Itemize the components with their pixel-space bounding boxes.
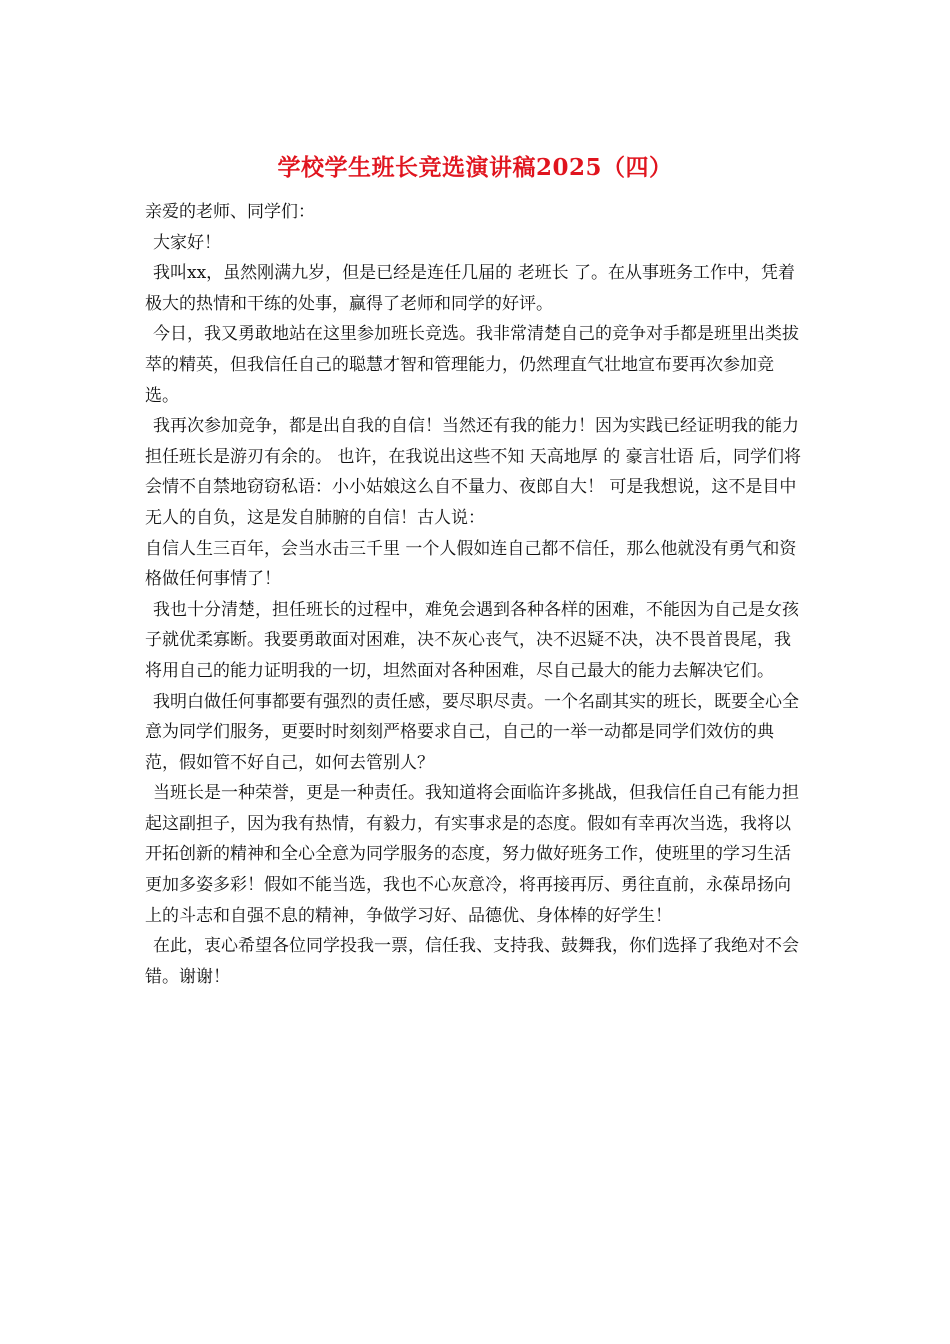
salutation: 亲爱的老师、同学们： bbox=[145, 202, 315, 222]
paragraph-closing: 在此，衷心希望各位同学投我一票，信任我、支持我、鼓舞我，你们选择了我绝对不会错。谢谢！ bbox=[145, 936, 799, 987]
paragraph-introduction: 我叫xx，虽然刚满九岁，但是已经是连任几届的 老班长 了。在从事班务工作中，凭着极大的热情和干练的处事，赢得了老师和同学的好评。 bbox=[145, 263, 795, 314]
paragraph-confidence: 我再次参加竞争，都是出自我的自信！当然还有我的能力！因为实践已经证明我的能力担任班长是游刃有余的。 也许，在我说出这些不知 天高地厚 的 豪言壮语 后，同学们将会情不自禁地窃窃私语：小小姑娘这么自不量力、夜郎自大！ 可是我想说，这不是目中无人的自负，这是发自肺腑的自信！古人说： bbox=[145, 416, 802, 528]
paragraph-greeting: 大家好！ bbox=[153, 232, 221, 253]
paragraph-honor: 当班长是一种荣誉，更是一种责任。我知道将会面临许多挑战，但我信任自己有能力担起这副担子，因为我有热情，有毅力，有实事求是的态度。假如有幸再次当选，我将以开拓创新的精神和全心全意为同学服务的态度，努力做好班务工作，使班里的学习生活更加多姿多彩！假如不能当选，我也不心灰意冷，将再接再厉、勇往直前，永葆昂扬向上的斗志和自强不息的精神，争做学习好、品德优、身体棒的好学生！ bbox=[145, 783, 799, 926]
paragraph-difficulties: 我也十分清楚，担任班长的过程中，难免会遇到各种各样的困难，不能因为自己是女孩子就优柔寡断。我要勇敢面对困难，决不灰心丧气，决不迟疑不决，决不畏首畏尾，我将用自己的能力证明我的一切，坦然面对各种困难，尽自己最大的能力去解决它们。 bbox=[145, 599, 799, 681]
paragraph-competition: 今日，我又勇敢地站在这里参加班长竞选。我非常清楚自己的竞争对手都是班里出类拔萃的精英，但我信任自己的聪慧才智和管理能力，仍然理直气壮地宣布要再次参加竞选。 bbox=[145, 324, 799, 406]
document-title: 学校学生班长竞选演讲稿2025（四） bbox=[277, 154, 673, 181]
paragraph-responsibility: 我明白做任何事都要有强烈的责任感，要尽职尽责。一个名副其实的班长，既要全心全意为同学们服务，更要时时刻刻严格要求自己，自己的一举一动都是同学们效仿的典范，假如管不好自己，如何去管别人？ bbox=[145, 691, 799, 773]
paragraph-quote: 自信人生三百年，会当水击三千里 一个人假如连自己都不信任，那么他就没有勇气和资格做任何事情了！ bbox=[145, 538, 797, 590]
document-body bbox=[145, 197, 807, 992]
